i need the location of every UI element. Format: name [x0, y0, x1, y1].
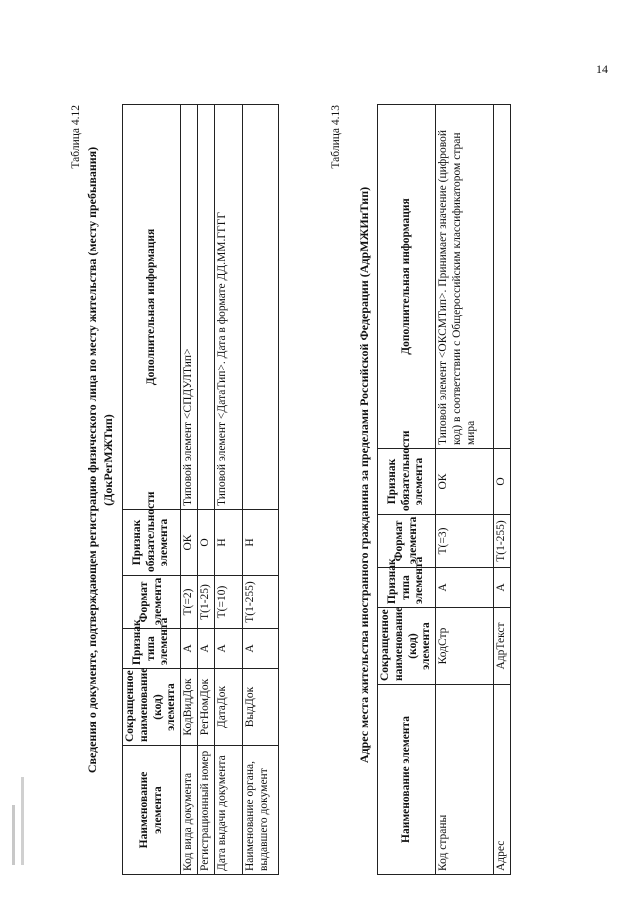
table-row — [214, 105, 242, 875]
table-4-12-label: Таблица 4.12 — [70, 105, 82, 169]
cell-additional-info — [197, 105, 214, 510]
cell-element-type: А — [197, 629, 214, 669]
header-element-name: Наименование элемента — [378, 685, 436, 875]
table-row — [242, 105, 278, 875]
cell-additional-info: Типовой элемент <СПДУЛТип> — [181, 105, 198, 510]
header-element-required: Признак обязательности элемента — [378, 449, 436, 515]
table-4-13 — [377, 104, 511, 875]
cell-element-format: Т(=10) — [214, 576, 242, 629]
cell-element-code: КодСтр — [436, 608, 494, 685]
cell-element-code: КодВидДок — [181, 669, 198, 746]
cell-element-name: Регистрационный номер — [197, 746, 214, 875]
header-element-required: Признак обязательности элемента — [123, 510, 181, 576]
cell-element-type: А — [494, 568, 511, 608]
cell-element-required: ОК — [436, 449, 494, 515]
table-header-row — [378, 105, 436, 875]
cell-additional-info: Типовой элемент <ДатаТип>. Дата в формате ДД.ММ.ГГГГ — [214, 105, 242, 510]
header-element-format: Формат элемента — [123, 576, 181, 629]
cell-element-type: А — [181, 629, 198, 669]
cell-element-type: А — [242, 629, 278, 669]
header-element-code: Сокращенное наименование (код) элемента — [378, 608, 436, 685]
cell-additional-info — [242, 105, 278, 510]
header-element-type: Признак типа элемента — [123, 629, 181, 669]
cell-element-required: Н — [214, 510, 242, 576]
header-additional-info: Дополнительная информация — [123, 105, 181, 510]
cell-element-name: Наименование органа, выдавшего документ — [242, 746, 278, 875]
header-element-format: Формат элемента — [378, 515, 436, 568]
table-4-13-title: Адрес места жительства иностранного гражданина за пределами Российской Федерации (АдрМЖИнТип) — [357, 186, 371, 764]
cell-element-name: Код вида документа — [181, 746, 198, 875]
cell-element-required: Н — [242, 510, 278, 576]
header-element-type: Признак типа элемента — [378, 568, 436, 608]
cell-additional-info: Типовой элемент <ОКСМТип>. Принимает значение (цифровой код) в соответствии с Общероссийским классификатором стран мира — [436, 105, 494, 449]
header-additional-info: Дополнительная информация — [378, 105, 436, 449]
cell-element-required: О — [197, 510, 214, 576]
cell-element-required: ОК — [181, 510, 198, 576]
table-header-row — [123, 105, 181, 875]
cell-additional-info — [494, 105, 511, 449]
page-number: 14 — [596, 62, 608, 76]
cell-element-code: РегНомДок — [197, 669, 214, 746]
cell-element-code: АдрТекст — [494, 608, 511, 685]
table-row — [197, 105, 214, 875]
cell-element-format: Т(=2) — [181, 576, 198, 629]
cell-element-code: ВыдДок — [242, 669, 278, 746]
cell-element-format: Т(1-255) — [494, 515, 511, 568]
illegible-margin-stamp — [12, 777, 24, 865]
table-4-12-title: Сведения о документе, подтверждающем регистрацию физического лица по месту жительства (месту пребывания) (ДокРегМЖТип) — [85, 146, 115, 774]
cell-element-format: Т(1-255) — [242, 576, 278, 629]
cell-element-format: Т(1-25) — [197, 576, 214, 629]
table-4-13-label: Таблица 4.13 — [330, 105, 342, 169]
cell-element-format: Т(=3) — [436, 515, 494, 568]
header-element-code: Сокращенное наименование (код) элемента — [123, 669, 181, 746]
cell-element-name: Дата выдачи документа — [214, 746, 242, 875]
cell-element-type: А — [436, 568, 494, 608]
cell-element-name: Адрес — [494, 685, 511, 875]
table-row — [181, 105, 198, 875]
cell-element-name: Код страны — [436, 685, 494, 875]
table-row — [494, 105, 511, 875]
cell-element-type: А — [214, 629, 242, 669]
table-row — [436, 105, 494, 875]
rotated-content — [60, 65, 620, 905]
table-4-12 — [122, 104, 279, 875]
header-element-name: Наименование элемента — [123, 746, 181, 875]
cell-element-required: О — [494, 449, 511, 515]
cell-element-code: ДатаДок — [214, 669, 242, 746]
